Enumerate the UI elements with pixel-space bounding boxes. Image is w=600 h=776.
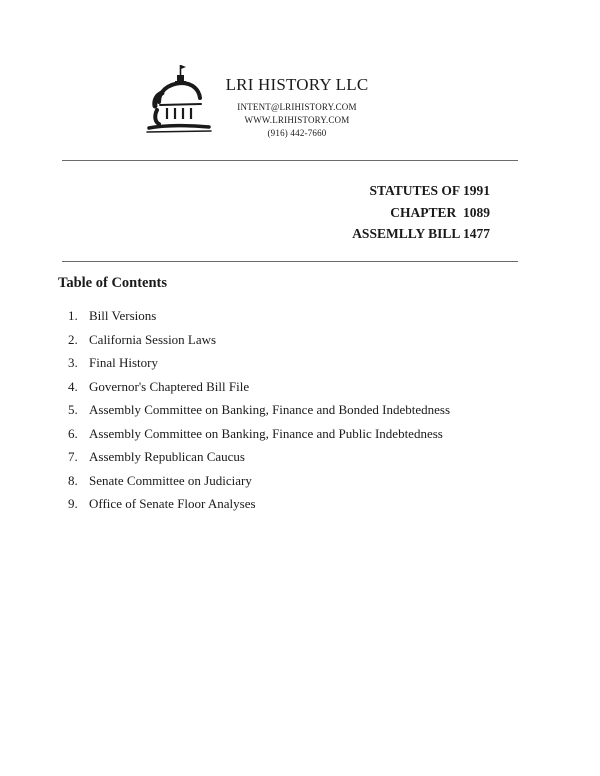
toc-item-label: Assembly Committee on Banking, Finance and Public Indebtedness [89, 425, 443, 441]
toc-item [68, 331, 450, 355]
header-divider [62, 160, 518, 161]
toc-item-label: Final History [89, 355, 158, 370]
toc-item-label: Bill Versions [89, 308, 157, 323]
toc-item [68, 401, 450, 425]
statute-info [352, 180, 490, 245]
toc-item [68, 307, 450, 331]
toc-item-number: 2. [68, 331, 78, 347]
toc-item-number: 4. [68, 378, 78, 394]
bill-number: ASSEMLLY BILL 1477 [352, 226, 490, 241]
toc-item-number: 1. [68, 308, 78, 323]
chapter-number: CHAPTER 1089 [390, 204, 490, 220]
company-name: LRI HISTORY LLC [225, 75, 369, 94]
toc-item-label: Office of Senate Floor Analyses [89, 496, 256, 511]
toc-item-number: 6. [68, 425, 78, 441]
toc-item-number: 5. [68, 402, 78, 417]
toc-item-label: Senate Committee on Judiciary [89, 472, 252, 488]
capitol-dome-logo-icon [145, 62, 213, 138]
toc-item-number: 8. [68, 472, 78, 488]
company-phone: (916) 442-7660 [267, 128, 327, 138]
company-header [222, 75, 372, 140]
toc-item [68, 472, 450, 496]
company-email: INTENT@LRIHISTORY.COM [237, 102, 357, 112]
toc-item-number: 7. [68, 449, 78, 464]
toc-item-label: Assembly Republican Caucus [89, 449, 245, 464]
statute-divider [62, 261, 518, 262]
toc-heading: Table of Contents [58, 275, 168, 291]
toc-item-label: Governor's Chaptered Bill File [89, 378, 250, 394]
toc-item-label: California Session Laws [89, 331, 217, 347]
toc-item [68, 378, 450, 402]
toc-item-number: 3. [68, 355, 78, 370]
toc-item [68, 448, 450, 472]
company-website: WWW.LRIHISTORY.COM [244, 115, 350, 125]
toc-item [68, 495, 450, 519]
toc-item-label: Assembly Committee on Banking, Finance and Bonded Indebtedness [89, 402, 451, 417]
toc-item-number: 9. [68, 496, 78, 511]
toc-list [68, 307, 450, 519]
toc-item [68, 425, 450, 449]
statute-year: STATUTES OF 1991 [369, 183, 490, 198]
toc-item [68, 354, 450, 378]
